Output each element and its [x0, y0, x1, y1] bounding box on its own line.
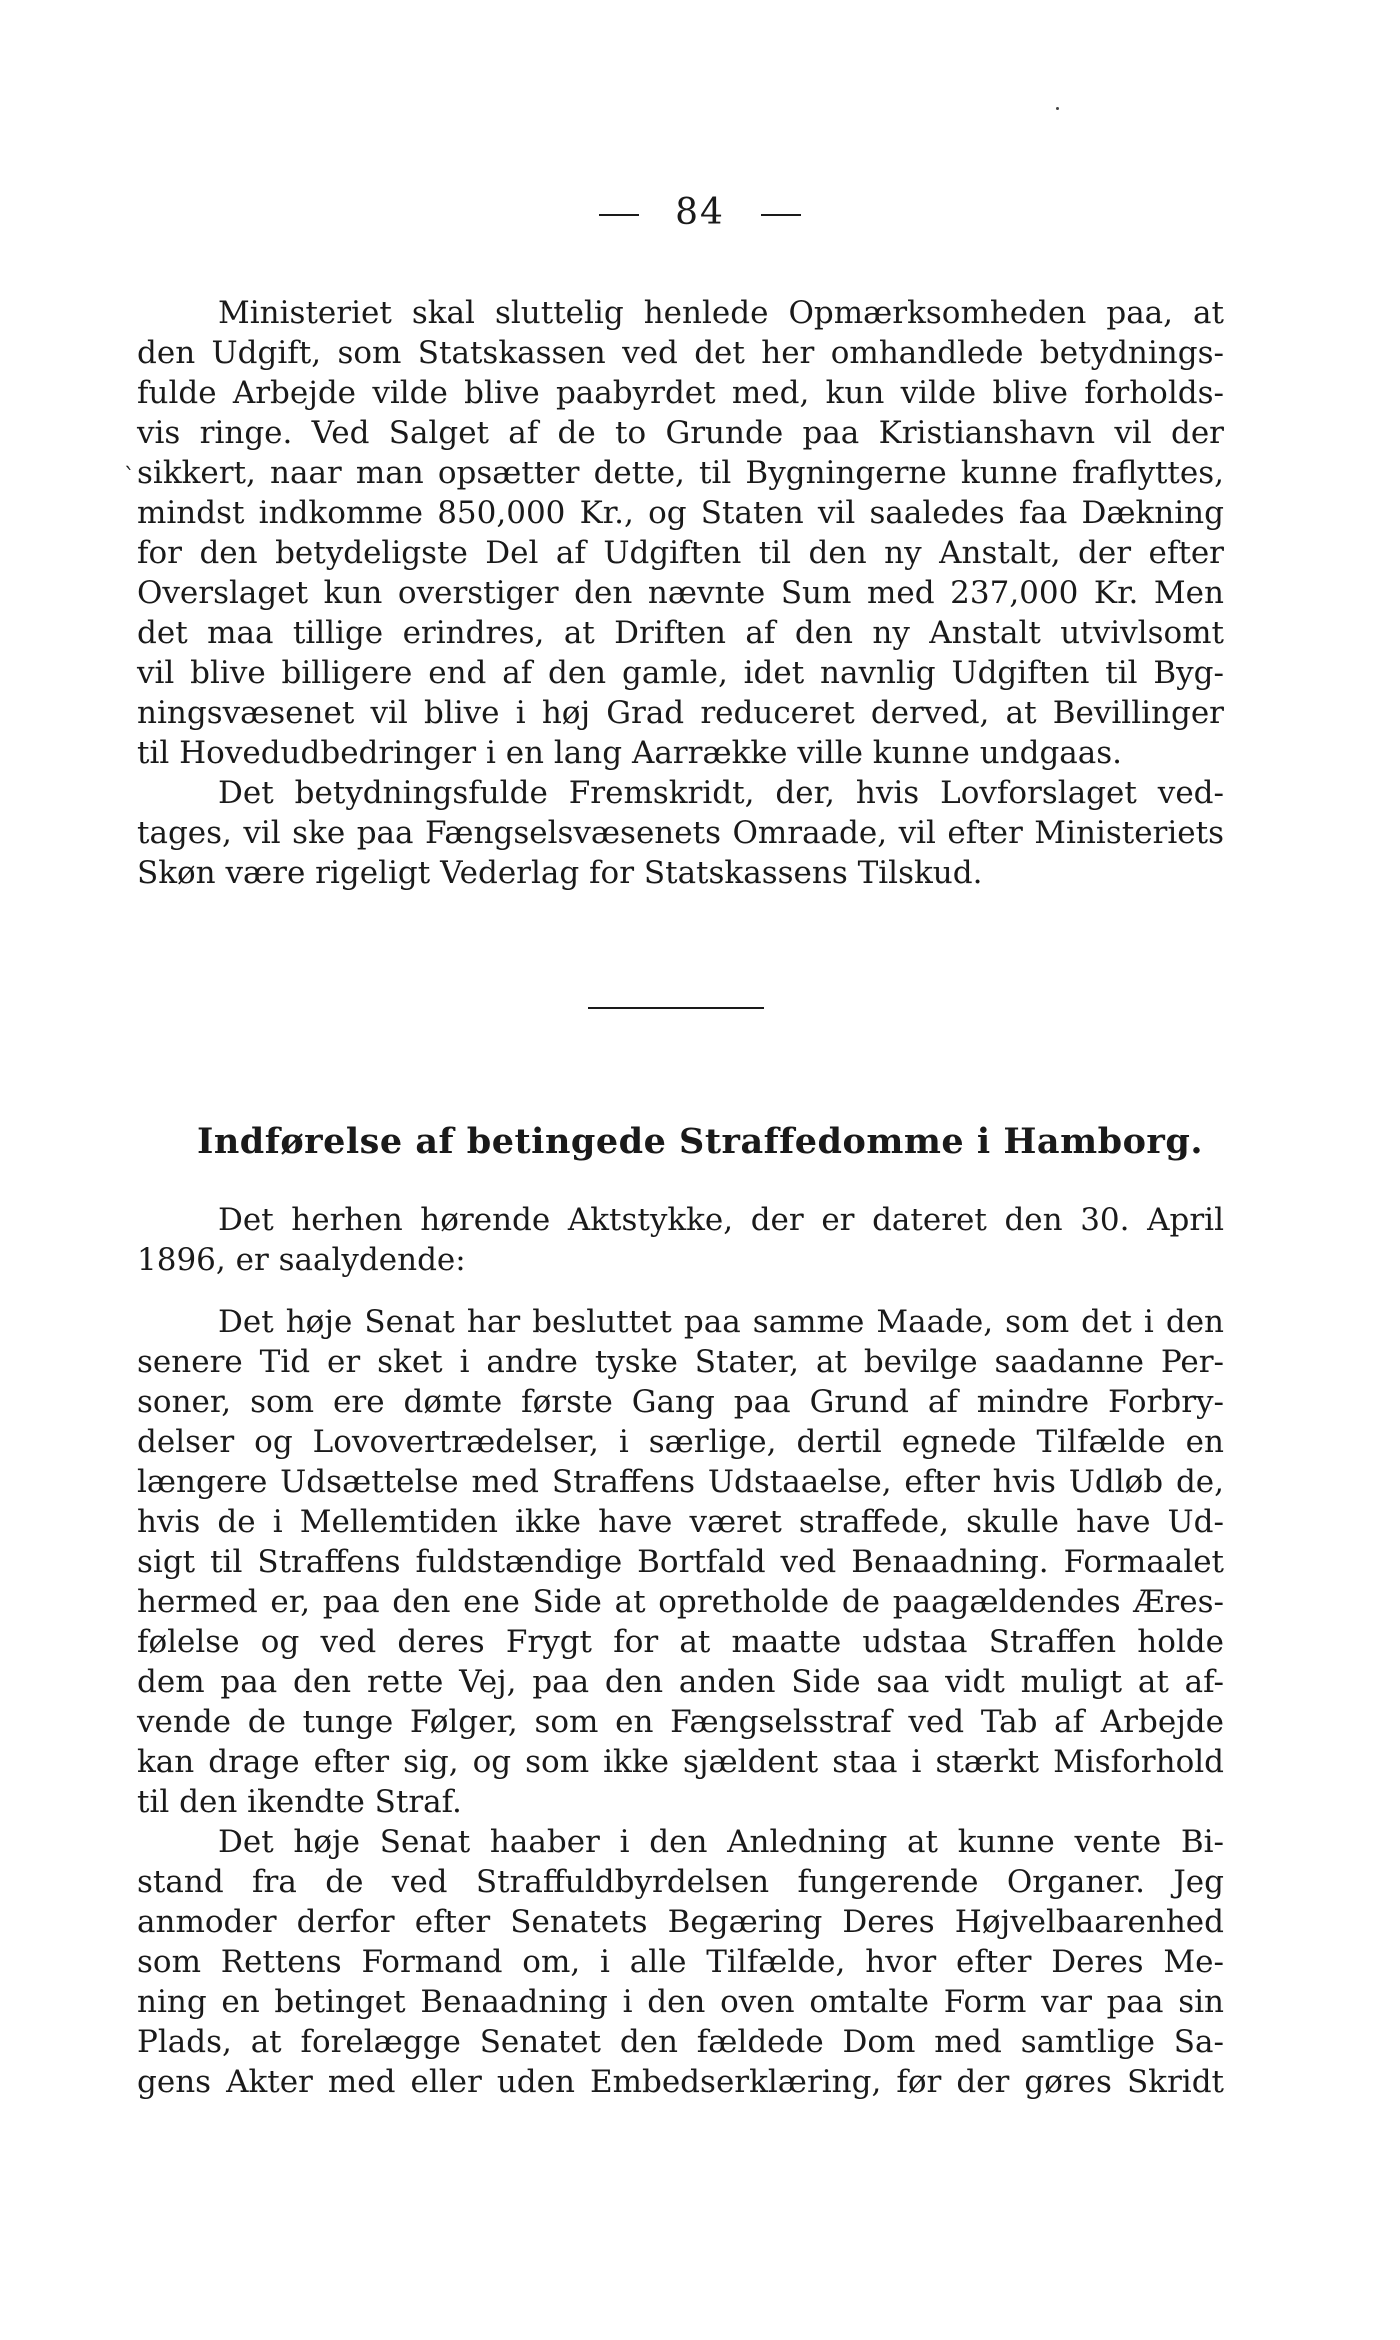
text-line: senere Tid er sket i andre tyske Stater, at bevilge saadanne Per-: [137, 1344, 1224, 1380]
text-line: til den ikendte Straf.: [137, 1784, 462, 1820]
text-line: sikkert, naar man opsætter dette, til Bygningerne kunne fraflyttes,: [137, 455, 1224, 491]
text-line: sigt til Straffens fuldstændige Bortfald ved Benaadning. Formaalet: [137, 1544, 1224, 1580]
text-line: ning en betinget Benaadning i den oven omtalte Form var paa sin: [137, 1984, 1224, 2020]
text-line: den Udgift, som Statskassen ved det her omhandlede betydnings-: [137, 335, 1224, 371]
dash-left: [599, 214, 639, 216]
text-line: delser og Lovovertrædelser, i særlige, dertil egnede Tilfælde en: [137, 1424, 1224, 1460]
text-line: det maa tillige erindres, at Driften af den ny Anstalt utvivlsomt: [137, 615, 1224, 651]
text-line: som Rettens Formand om, i alle Tilfælde, hvor efter Deres Me-: [137, 1944, 1224, 1980]
text-line: følelse og ved deres Frygt for at maatte udstaa Straffen holde: [137, 1624, 1224, 1660]
text-line: vil blive billigere end af den gamle, idet navnlig Udgiften til Byg-: [137, 655, 1224, 691]
dash-right: [761, 214, 801, 216]
text-line: anmoder derfor efter Senatets Begæring Deres Højvelbaarenhed: [137, 1904, 1224, 1940]
text-line: for den betydeligste Del af Udgiften til den ny Anstalt, der efter: [137, 535, 1224, 571]
text-line: Overslaget kun overstiger den nævnte Sum med 237,000 Kr. Men: [137, 575, 1224, 611]
text-line: til Hovedudbedringer i en lang Aarrække ville kunne undgaas.: [137, 735, 1123, 771]
text-line: hermed er, paa den ene Side at opretholde de paagældendes Æres-: [137, 1584, 1224, 1620]
text-line: Det høje Senat har besluttet paa samme Maade, som det i den: [218, 1304, 1224, 1340]
text-line: vis ringe. Ved Salget af de to Grunde paa Kristianshavn vil der: [137, 415, 1224, 451]
text-line: Det høje Senat haaber i den Anledning at kunne vente Bi-: [218, 1824, 1224, 1860]
text-line: tages, vil ske paa Fængselsvæsenets Omraade, vil efter Ministeriets: [137, 815, 1224, 851]
scan-speck: [1056, 107, 1059, 110]
text-line: Det betydningsfulde Fremskridt, der, hvis Lovforslaget ved-: [218, 775, 1224, 811]
text-line: hvis de i Mellemtiden ikke have været straffede, skulle have Ud-: [137, 1504, 1224, 1540]
text-line: ningsvæsenet vil blive i høj Grad reduceret derved, at Bevillinger: [137, 695, 1224, 731]
page-number: 84: [675, 192, 725, 233]
text-line: gens Akter med eller uden Embedserklæring, før der gøres Skridt: [137, 2064, 1224, 2100]
text-line: dem paa den rette Vej, paa den anden Side saa vidt muligt at af-: [137, 1664, 1224, 1700]
text-line: kan drage efter sig, og som ikke sjældent staa i stærkt Misforhold: [137, 1744, 1224, 1780]
text-line: fulde Arbejde vilde blive paabyrdet med, kun vilde blive forholds-: [137, 375, 1224, 411]
text-line: længere Udsættelse med Straffens Udstaaelse, efter hvis Udløb de,: [137, 1464, 1224, 1500]
text-line: vende de tunge Følger, som en Fængselsstraf ved Tab af Arbejde: [137, 1704, 1224, 1740]
text-line: mindst indkomme 850,000 Kr., og Staten vil saaledes faa Dækning: [137, 495, 1224, 531]
text-line: Ministeriet skal sluttelig henlede Opmærksomheden paa, at: [218, 295, 1224, 331]
margin-mark: `: [124, 465, 135, 490]
text-line: soner, som ere dømte første Gang paa Grund af mindre Forbry-: [137, 1384, 1224, 1420]
text-line: Plads, at forelægge Senatet den fældede Dom med samtlige Sa-: [137, 2024, 1224, 2060]
section-divider: [588, 1007, 764, 1009]
section-heading: Indførelse af betingede Straffedomme i Hamborg.: [196, 1121, 1204, 1162]
text-line: 1896, er saalydende:: [137, 1242, 466, 1278]
text-line: Skøn være rigeligt Vederlag for Statskassens Tilskud.: [137, 855, 983, 891]
text-line: Det herhen hørende Aktstykke, der er dateret den 30. April: [218, 1202, 1224, 1238]
text-line: stand fra de ved Straffuldbyrdelsen fungerende Organer. Jeg: [137, 1864, 1224, 1900]
page-number-header: [0, 192, 1400, 233]
